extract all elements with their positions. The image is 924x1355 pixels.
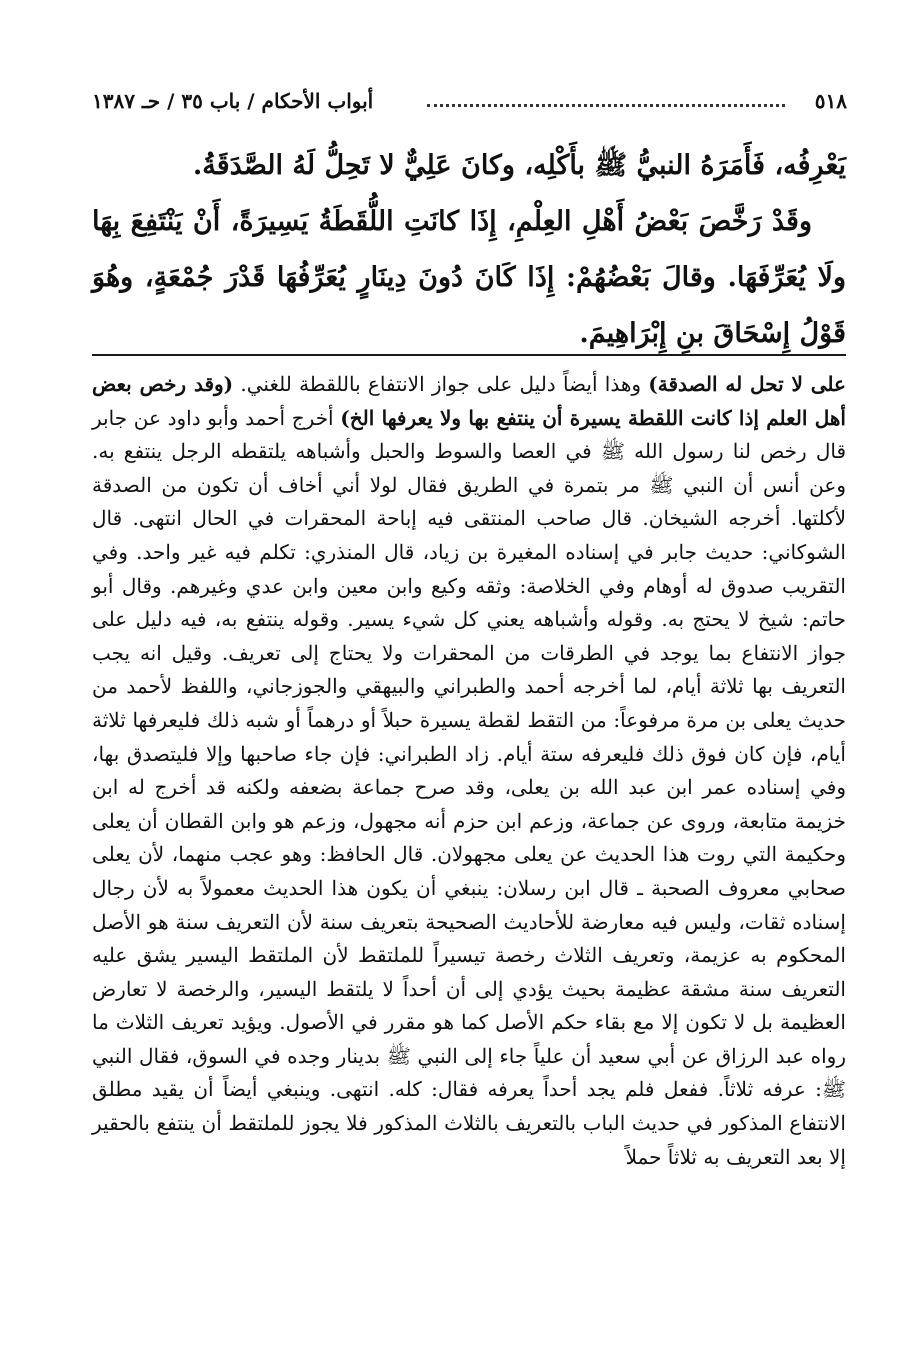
running-title: أبواب الأحكام / باب ٣٥ / حـ ١٣٨٧ — [92, 89, 374, 113]
commentary-paragraph — [92, 368, 846, 1174]
main-paragraph-2: وقَدْ رَخَّصَ بَعْضُ أَهْلِ العِلْمِ، إِذَا كانَتِ اللُّقَطَةُ يَسِيرَةً، أَنْ يَنْتَفِعَ بِهَا ولَا يُعَرِّفَهَا. وقالَ بَعْضُهُمْ: إِذَا كَانَ دُونَ دِينَارٍ يُعَرِّفُهَا قَدْرَ جُمْعَةٍ، وهُوَ قَوْلُ إِسْحَاقَ بنِ إِبْرَاهِيمَ. — [92, 206, 846, 349]
page-header — [92, 84, 847, 118]
page-number: ٥١٨ — [814, 89, 847, 113]
commentary-lead: على لا تحل له الصدقة) — [648, 372, 846, 396]
main-paragraph-1: يَعْرِفُه، فَأَمَرَهُ النبيُّ ﷺ بأَكْلِه، وكانَ عَلِيٌّ لا تَحِلُّ لَهُ الصَّدَقَةُ. — [192, 150, 846, 181]
commentary-text-2: أخرج أحمد وأبو داود عن جابر قال رخص لنا رسول الله ﷺ في العصا والسوط والحبل وأشباهه يلتقطه الرجل ينتفع به. وعن أنس أن النبي ﷺ مر بتمرة في الطريق فقال لولا أني أخاف أن تكون من الصدقة لأكلتها. أخرجه الشيخان. قال صاحب المنتقى فيه إباحة المحقرات في الحال انتهى. قال الشوكاني: حديث جابر في إسناده المغيرة بن زياد، قال المنذري: تكلم فيه غير واحد. وفي التقريب صدوق له أوهام وفي الخلاصة: وثقه وكيع وابن معين وابن عدي وغيرهم. وقال أبو حاتم: شيخ لا يحتج به. وقوله وأشباهه يعني كل شيء يسير. وقوله ينتفع به، فيه دليل على جواز الانتفاع بما يوجد في الطرقات من المحقرات ولا يحتاج إلى تعريف. وقيل انه يجب التعريف بها ثلاثة أيام، لما أخرجه أحمد والطبراني والبيهقي والجوزجاني، واللفظ لأحمد من حديث يعلى بن مرة مرفوعاً: من التقط لقطة يسيرة حبلاً أو درهماً أو شبه ذلك فليعرفها ثلاثة أيام، فإن كان فوق ذلك فليعرفه ستة أيام. زاد الطبراني: فإن جاء صاحبها وإلا فليتصدق بها، وفي إسناده عمر ابن عبد الله بن يعلى، وقد صرح جماعة بضعفه ولكنه قد أخرج له ابن خزيمة متابعة، وروى عن جماعة، وزعم ابن حزم أنه مجهول، وزعم هو وابن القطان أن يعلى وحكيمة التي روت هذا الحديث عن يعلى مجهولان. قال الحافظ: وهو عجب منهما، لأن يعلى صحابي معروف الصحبة ـ قال ابن رسلان: ينبغي أن يكون هذا الحديث معمولاً به لأن رجال إسناده ثقات، وليس فيه معارضة للأحاديث الصحيحة بتعريف سنة لأن التعريف سنة هو الأصل المحكوم به عزيمة، وتعريف الثلاث رخصة تيسيراً للملتقط لأن الملتقط اليسير يشق عليه التعريف سنة مشقة عظيمة بحيث يؤدي إلى أن أحداً لا يلتقط اليسير، والرخصة لا تعارض العظيمة بل لا تكون إلا مع بقاء حكم الأصل كما هو مقرر في الأصول. ويؤيد تعريف الثلاث ما رواه عبد الرزاق عن أبي سعيد أن علياً جاء إلى النبي ﷺ بدينار وجده في السوق، فقال النبي ﷺ: عرفه ثلاثاً. ففعل فلم يجد أحداً يعرفه فقال: كله. انتهى. وينبغي أيضاً أن يقيد مطلق الانتفاع المذكور في حديث الباب بالتعريف بالثلاث المذكور فلا يجوز للملتقط أن ينتفع بالحقير إلا بعد التعريف به ثلاثاً حملاً — [92, 405, 846, 1169]
footnote-divider — [92, 354, 846, 356]
commentary-quote: (وقد رخص بعض أهل العلم إذا كانت اللقطة يسيرة أن ينتفع بها ولا يعرفها الخ) — [92, 372, 846, 430]
commentary-text-1: وهذا أيضاً دليل على جواز الانتفاع باللقطة للغني. — [233, 372, 649, 396]
main-hadith-text — [92, 138, 846, 362]
commentary-block — [92, 368, 846, 1174]
header-dotted-leader — [427, 92, 785, 107]
